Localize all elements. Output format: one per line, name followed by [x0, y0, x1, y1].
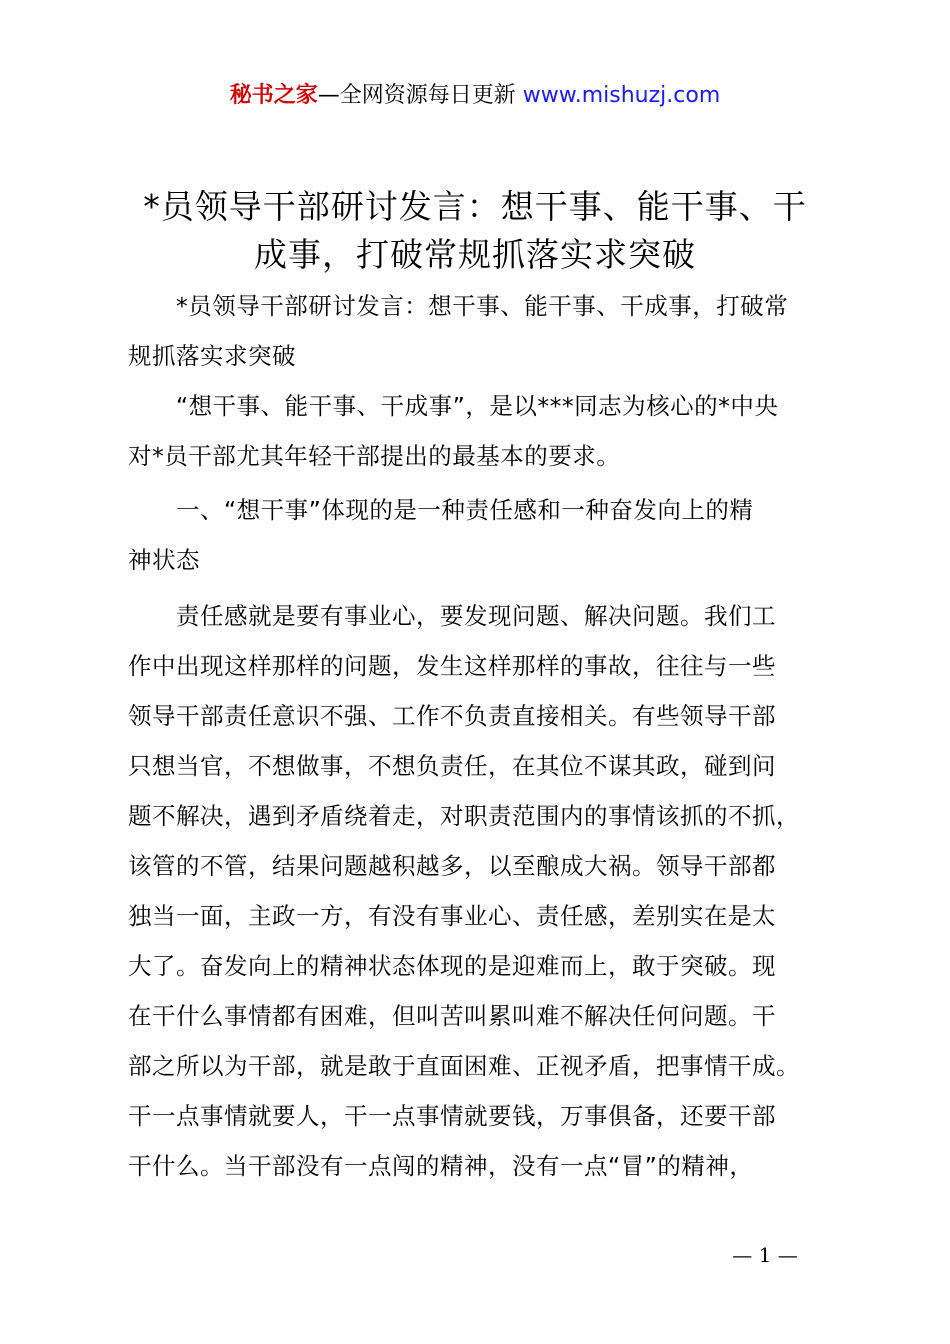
section-heading-line: 神状态 [128, 546, 200, 574]
paragraph-line: 领导干部责任意识不强、工作不负责直接相关。有些领导干部 [128, 702, 776, 730]
site-url-link[interactable]: www.mishuzj.com [522, 83, 721, 108]
page-number: — 1 — [732, 1243, 798, 1267]
paragraph-line: 大了。奋发向上的精神状态体现的是迎难而上，敢于突破。现 [128, 952, 776, 980]
paragraph-line: “想干事、能干事、干成事”，是以***同志为核心的*中央 [176, 392, 779, 420]
paragraph-line: *员领导干部研讨发言：想干事、能干事、干成事，打破常 [176, 292, 789, 320]
paragraph-line: 独当一面，主政一方，有没有事业心、责任感，差别实在是太 [128, 902, 776, 930]
paragraph-line: 题不解决，遇到矛盾绕着走，对职责范围内的事情该抓的不抓， [128, 802, 800, 830]
section-heading-line: 一、“想干事”体现的是一种责任感和一种奋发向上的精 [176, 496, 754, 524]
paragraph-line: 干什么。当干部没有一点闯的精神，没有一点“冒”的精神， [128, 1152, 754, 1180]
document-body [128, 288, 838, 1198]
paragraph-line: 在干什么事情都有困难，但叫苦叫累叫难不解决任何问题。干 [128, 1002, 776, 1030]
paragraph-line: 对*员干部尤其年轻干部提出的最基本的要求。 [128, 442, 621, 470]
paragraph-line: 作中出现这样那样的问题，发生这样那样的事故，往往与一些 [128, 652, 776, 680]
paragraph-line: 只想当官，不想做事，不想负责任，在其位不谋其政，碰到问 [128, 752, 776, 780]
paragraph-line: 部之所以为干部，就是敢于直面困难、正视矛盾，把事情干成。 [128, 1052, 800, 1080]
document-title [110, 183, 840, 279]
paragraph-line: 责任感就是要有事业心，要发现问题、解决问题。我们工 [176, 602, 776, 630]
paragraph-line: 该管的不管，结果问题越积越多，以至酿成大祸。领导干部都 [128, 852, 776, 880]
brand-name: 秘书之家 [229, 83, 318, 108]
paragraph-line: 规抓落实求突破 [128, 342, 296, 370]
title-line: 成事，打破常规抓落实求突破 [254, 235, 696, 274]
paragraph-line: 干一点事情就要人，干一点事情就要钱，万事俱备，还要干部 [128, 1102, 776, 1130]
site-header [0, 80, 950, 112]
header-tagline: —全网资源每日更新 [317, 83, 516, 108]
title-line: *员领导干部研讨发言：想干事、能干事、干 [143, 187, 807, 226]
